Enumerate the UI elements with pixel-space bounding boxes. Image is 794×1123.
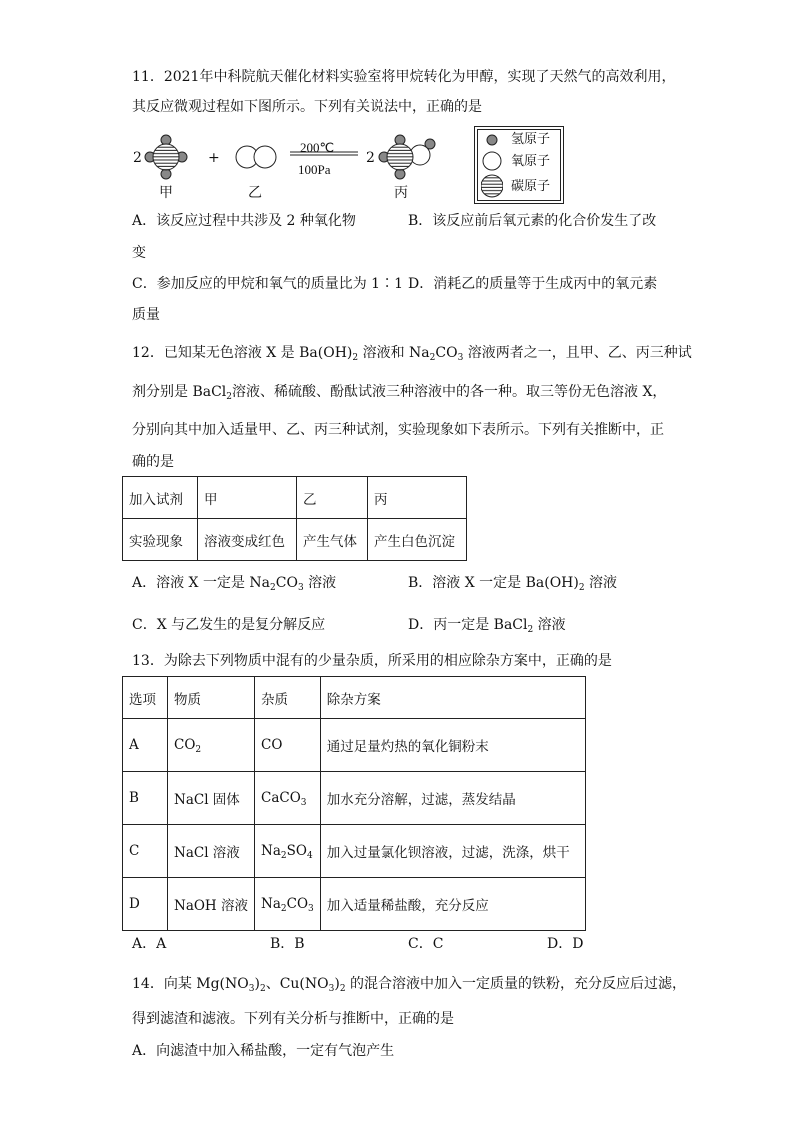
table-row: [123, 825, 586, 878]
table-row: [123, 519, 467, 561]
cell-impurity: CaCO$_3$: [255, 772, 321, 825]
plus-sign: +: [208, 150, 220, 166]
legend-hydrogen: 氢原子: [511, 132, 551, 147]
legend-carbon: 碳原子: [511, 179, 551, 194]
table-header-row: [123, 677, 586, 719]
cell-substance: NaCl 固体: [168, 772, 255, 825]
q11-option-d-wrap: 质量: [132, 307, 160, 323]
table-row: [123, 878, 586, 931]
cell-substance: $CO_2$: [168, 719, 255, 772]
q12-option-a: A．溶液 X 一定是 $Na_2CO_3$ 溶液: [132, 575, 337, 593]
table-cell: 产生白色沉淀: [368, 519, 467, 561]
table-row: [123, 719, 586, 772]
methane-molecule: [145, 135, 187, 179]
q14-stem-line2: 得到滤渣和滤液。下列有关分析与推断中，正确的是: [132, 1011, 454, 1027]
q13-choice-a: A．A: [132, 936, 167, 952]
q11-stem-line1: 11．2021年中科院航天催化材料实验室将甲烷转化为甲醇，实现了天然气的高效利用，: [132, 69, 676, 85]
table-cell: 加入试剂: [123, 477, 198, 519]
header-method: 除杂方案: [320, 677, 585, 719]
q13-stem: 13．为除去下列物质中混有的少量杂质，所采用的相应除杂方案中，正确的是: [132, 653, 612, 669]
coef-left: 2: [133, 150, 142, 166]
q13-choice-d: D．D: [547, 936, 584, 952]
q11-stem-line2: 其反应微观过程如下图所示。下列有关说法中，正确的是: [132, 99, 482, 115]
header-impurity: 杂质: [255, 677, 321, 719]
q12-option-d: D．丙一定是 BaCl$_2$ 溶液: [408, 617, 566, 635]
q12-stem-line3: 分别向其中加入适量甲、乙、丙三种试剂，实验现象如下表所示。下列有关推断中，正: [132, 422, 664, 438]
q13-table: [122, 676, 586, 931]
cell-substance: NaOH 溶液: [168, 878, 255, 931]
table-cell: 实验现象: [123, 519, 198, 561]
q11-option-b-wrap: 变: [132, 245, 146, 261]
table-cell: 丙: [368, 477, 467, 519]
q11-option-b: B．该反应前后氧元素的化合价发生了改: [408, 213, 657, 229]
q14-option-a: A．向滤渣中加入稀盐酸，一定有气泡产生: [132, 1043, 395, 1059]
label-yi: 乙: [248, 185, 262, 201]
cell-substance: NaCl 溶液: [168, 825, 255, 878]
label-jia: 甲: [159, 185, 173, 201]
table-cell: 乙: [297, 477, 368, 519]
header-substance: 物质: [168, 677, 255, 719]
q13-choice-c: C．C: [408, 936, 444, 952]
atom-legend: [474, 126, 564, 204]
cell-option: A: [123, 719, 168, 772]
cell-method: 通过足量灼热的氧化铜粉末: [320, 719, 585, 772]
coef-right: 2: [366, 150, 375, 166]
q12-stem-line2: 剂分别是 BaCl$_2$溶液、稀硫酸、酚酞试液三种溶液中的各一种。取三等份无色溶液 X，: [132, 384, 667, 402]
condition-pressure: 100Pa: [298, 162, 331, 177]
methanol-molecule: [379, 135, 435, 179]
condition-temperature: 200℃: [300, 140, 335, 155]
cell-method: 加入适量稀盐酸，充分反应: [320, 878, 585, 931]
table-row: [123, 772, 586, 825]
q12-table: [122, 476, 467, 561]
q11-option-a: A．该反应过程中共涉及 2 种氧化物: [132, 213, 356, 229]
q14-stem-line1: 14．向某 $Mg(NO_3)_2$、$Cu(NO_3)_2$ 的混合溶液中加入一定质量的铁粉，充分反应后过滤，: [132, 976, 687, 994]
table-cell: 溶液变成红色: [198, 519, 297, 561]
q13-choice-b: B．B: [270, 936, 305, 952]
cell-option: C: [123, 825, 168, 878]
q12-option-b: B．溶液 X 一定是 $Ba(OH)_2$ 溶液: [408, 575, 618, 593]
q11-option-c: C．参加反应的甲烷和氧气的质量比为 1∶1: [132, 276, 403, 292]
table-cell: 甲: [198, 477, 297, 519]
q12-stem-line1: 12．已知某无色溶液 X 是 $Ba(OH)_2$ 溶液和 $Na_2CO_3$ 溶液两者之一，且甲、乙、丙三种试: [132, 345, 692, 363]
cell-impurity: $Na_2CO_3$: [255, 878, 321, 931]
oxygen-molecule: [236, 146, 276, 168]
legend-oxygen: 氧原子: [511, 154, 551, 169]
cell-option: B: [123, 772, 168, 825]
q12-option-c: C．X 与乙发生的是复分解反应: [132, 617, 326, 633]
header-option: 选项: [123, 677, 168, 719]
cell-impurity: CO: [255, 719, 321, 772]
q12-stem-line4: 确的是: [132, 454, 174, 470]
cell-method: 加入过量氯化钡溶液，过滤，洗涤，烘干: [320, 825, 585, 878]
table-row: [123, 477, 467, 519]
q11-option-d: D．消耗乙的质量等于生成丙中的氧元素: [408, 276, 658, 292]
label-bing: 丙: [394, 185, 408, 201]
table-cell: 产生气体: [297, 519, 368, 561]
cell-method: 加水充分溶解，过滤，蒸发结晶: [320, 772, 585, 825]
cell-impurity: $Na_2SO_4$: [255, 825, 321, 878]
cell-option: D: [123, 878, 168, 931]
